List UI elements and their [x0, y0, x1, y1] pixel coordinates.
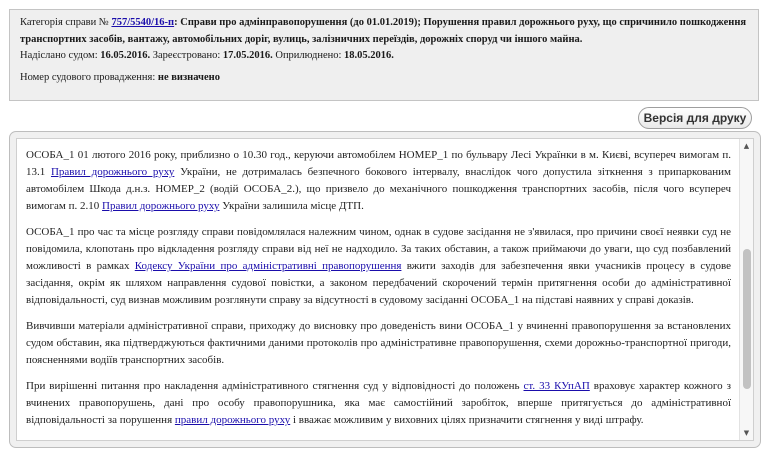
sent-date: 16.05.2016. — [100, 50, 151, 61]
case-category — [20, 15, 748, 48]
vertical-scrollbar[interactable] — [739, 139, 753, 440]
case-dates — [20, 48, 748, 65]
traffic-rules-link[interactable]: правил дорожнього руху — [174, 414, 291, 426]
document-panel — [9, 131, 761, 448]
traffic-rules-link[interactable]: Правил дорожнього руху — [50, 166, 175, 178]
published-label: Оприлюднено: — [275, 50, 342, 61]
category-text: : Справи про адмінправопорушення (до 01.01.2019); Порушення правил дорожнього руху, що спричинило пошкодження транспортних засобів, вантажу, автомобільних доріг, вулиць, залізничних переїздів, дорожніх споруд чи іншого майна. — [20, 17, 747, 45]
document-text — [26, 147, 731, 438]
case-number-link[interactable]: 757/5540/16-п — [111, 17, 175, 28]
registered-date: 17.05.2016. — [222, 50, 273, 61]
proceeding-label: Номер судового провадження: — [20, 71, 156, 83]
published-date: 18.05.2016. — [344, 50, 394, 61]
traffic-rules-link[interactable]: Правил дорожнього руху — [102, 200, 220, 212]
proceeding-value: не визначено — [157, 71, 220, 83]
sent-label: Надіслано судом: — [20, 50, 98, 61]
article-33-link[interactable]: ст. 33 КУпАП — [523, 380, 590, 392]
document-paragraph: При вирішенні питання про накладення адміністративного стягнення суд у відповідності до положень ст. 33 КУпАП враховує характер кожного з вчинених правопорушень, дані про особу правопорушника, яка має самостійний заробіток, вперше притягується до адміністративної відповідальності за порушення правил дорожнього руху і вважає можливим у виховних цілях призначити стягнення у виді штрафу. — [26, 380, 731, 426]
document-paragraph: ОСОБА_1 про час та місце розгляду справи повідомлялася належним чином, однак в судове засідання не з'явилася, про причини своєї неявки суд не повідомила, клопотань про відкладення розгляду справи від неї не надходило. За таких обставин, а також приймаючи до уваги, що суд позбавлений можливості в рамках Кодексу України про адміністративні правопорушення вжити заходів для забезпечення явки учасників процесу в судове засідання, окрім як шляхом направлення судової повістки, а законом передбачений скорочений термін притягнення особи до адміністративної відповідальності, суд визнав можливим розглянути справу за відсутності в судовому засіданні ОСОБА_1 на підставі наявних у справі доказів. — [26, 226, 731, 306]
document-paragraph: Вивчивши матеріали адміністративної справи, приходжу до висновку про доведеність вини ОСОБА_1 у вчиненні правопорушення за встановлених судом обставин, яка підтверджуються фактичними даними протоколів про адміністративне правопорушення, схеми дорожньо-транспортної пригоди, поясненнями водіїв транспортних засобів. — [26, 320, 731, 366]
document-paragraph: ОСОБА_1 01 лютого 2016 року, приблизно о 10.30 год., керуючи автомобілем НОМЕР_1 по бульвару Лесі Українки в м. Києві, всупереч вимогам п. 13.1 Правил дорожнього руху України, не дотрималась безпечного бокового інтервалу, внаслідок чого допустила зіткнення з припаркованим автомобілем Шкода д.н.з. НОМЕР_2 (водій ОСОБА_2.), що призвело до механічного пошкодження транспортних засобів, після чого всупереч вимогам п. 2.10 Правил дорожнього руху України залишила місце ДТП. — [26, 149, 731, 212]
admin-code-link[interactable]: Кодексу України про адміністративні правопорушення — [134, 260, 402, 272]
arrow-down-icon[interactable]: ▼ — [743, 429, 750, 437]
proceeding-number — [20, 70, 748, 87]
registered-label: Зареєстровано: — [152, 50, 221, 61]
category-label: Категорія справи № — [20, 17, 109, 28]
scrollbar-thumb[interactable] — [743, 249, 751, 389]
print-version-button[interactable]: Версія для друку — [638, 107, 752, 129]
document-scroll-area[interactable] — [16, 138, 754, 441]
case-info-panel — [9, 9, 759, 101]
arrow-up-icon[interactable]: ▲ — [743, 142, 750, 150]
